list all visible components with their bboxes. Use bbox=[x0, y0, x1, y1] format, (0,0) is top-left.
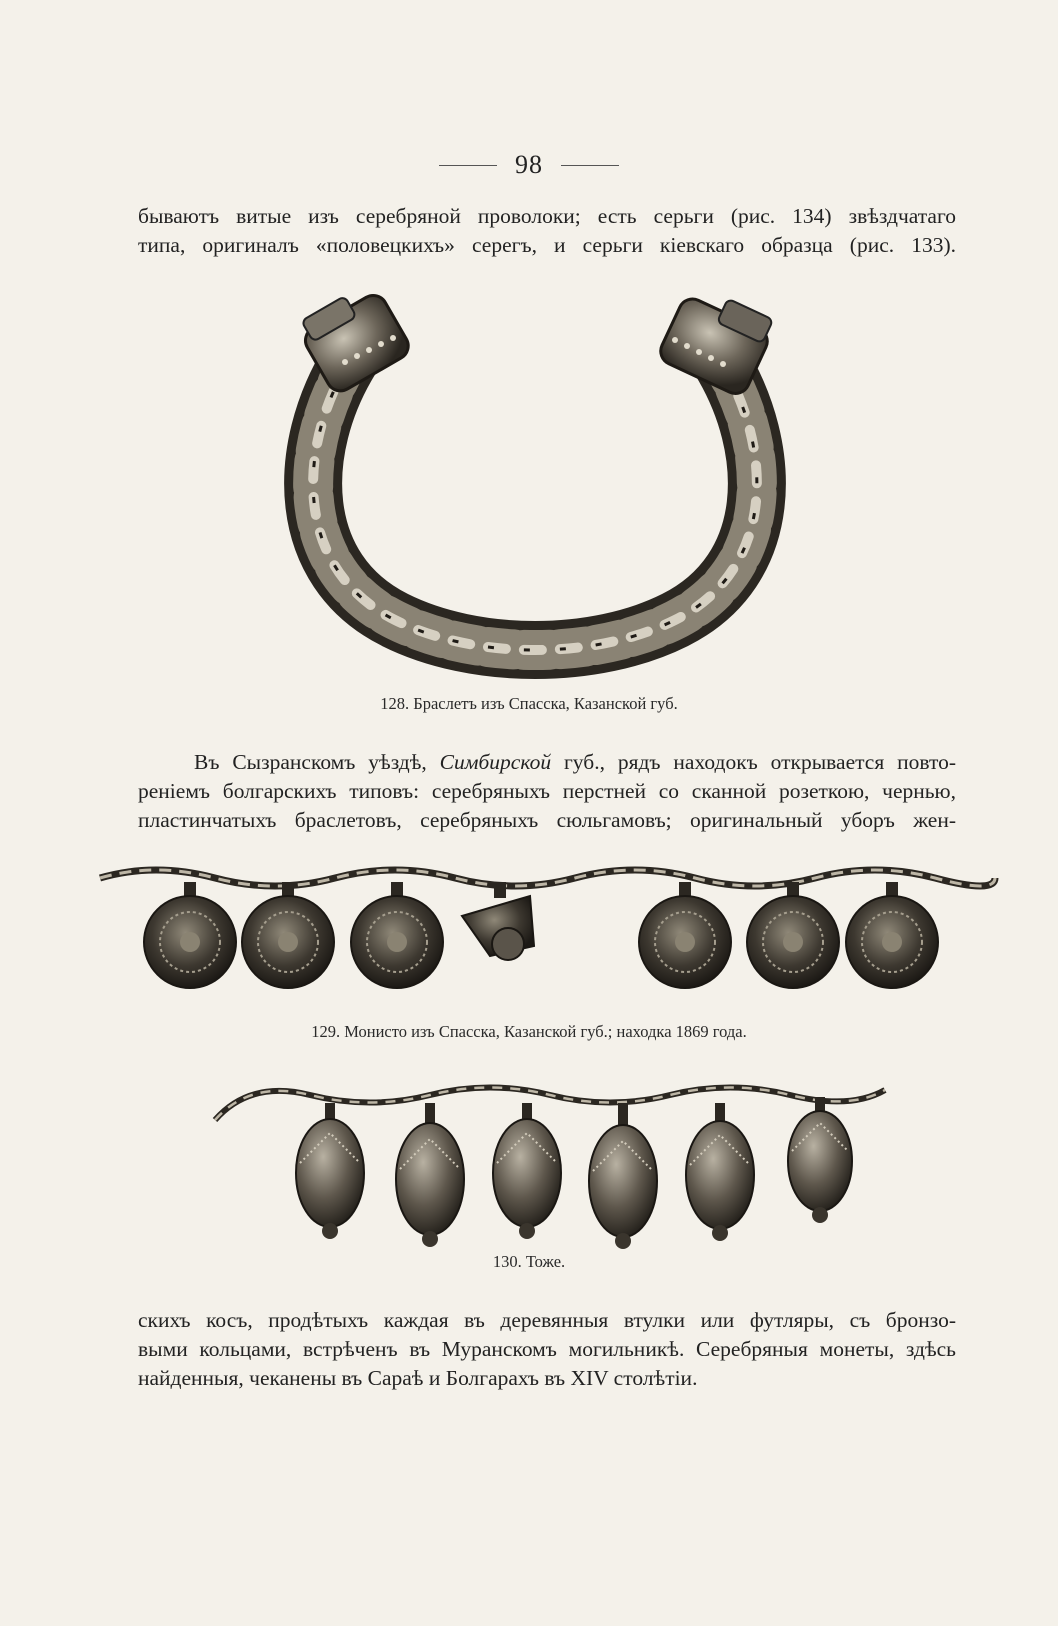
paragraph-1 bbox=[138, 202, 956, 260]
paragraph-3 bbox=[138, 1306, 956, 1393]
paragraph-text: губ., рядъ находокъ открывается повто- bbox=[551, 750, 956, 774]
paragraph-line: скихъ косъ, продѣтыхъ каждая въ деревянныя втулки или футляры, съ бронзо- bbox=[138, 1308, 956, 1332]
paragraph-line: реніемъ болгарскихъ типовъ: серебряныхъ перстней со сканной розеткою, чернью, bbox=[138, 779, 956, 803]
header-rule-left bbox=[439, 165, 497, 166]
page-number: 98 bbox=[515, 150, 543, 179]
necklace-beads-illustration bbox=[210, 1075, 890, 1250]
paragraph-line bbox=[138, 748, 956, 777]
paragraph-line: типа, оригиналъ «половецкихъ» серегъ, и серьги кіевскаго образца (рис. 133). bbox=[138, 233, 956, 257]
paragraph-line: пластинчатыхъ браслетовъ, серебряныхъ сюльгамовъ; оригинальный уборъ жен- bbox=[138, 808, 956, 832]
header-rule-right bbox=[561, 165, 619, 166]
figure-128-caption: 128. Браслетъ изъ Спасска, Казанской губ. bbox=[380, 694, 678, 713]
paragraph-line: бываютъ витые изъ серебряной проволоки; есть серьги (рис. 134) звѣздчатаго bbox=[138, 204, 956, 228]
figure-130-caption: 130. Тоже. bbox=[492, 1252, 566, 1271]
page-header bbox=[0, 150, 1058, 180]
necklace-coins-illustration bbox=[95, 860, 1000, 1010]
paragraph-text: Въ Сызранскомъ уѣздѣ, bbox=[194, 750, 440, 774]
figure-129-caption: 129. Монисто изъ Спасска, Казанской губ.; находка 1869 года. bbox=[311, 1022, 747, 1041]
bracelet-illustration bbox=[275, 290, 795, 680]
paragraph-line: найденныя, чеканены въ Сараѣ и Болгарахъ въ XIV столѣтіи. bbox=[138, 1366, 698, 1390]
paragraph-line: выми кольцами, встрѣченъ въ Муранскомъ могильникѣ. Серебряныя монеты, здѣсь bbox=[138, 1337, 956, 1361]
paragraph-2 bbox=[138, 748, 956, 835]
italic-place-name: Симбирской bbox=[439, 750, 552, 774]
